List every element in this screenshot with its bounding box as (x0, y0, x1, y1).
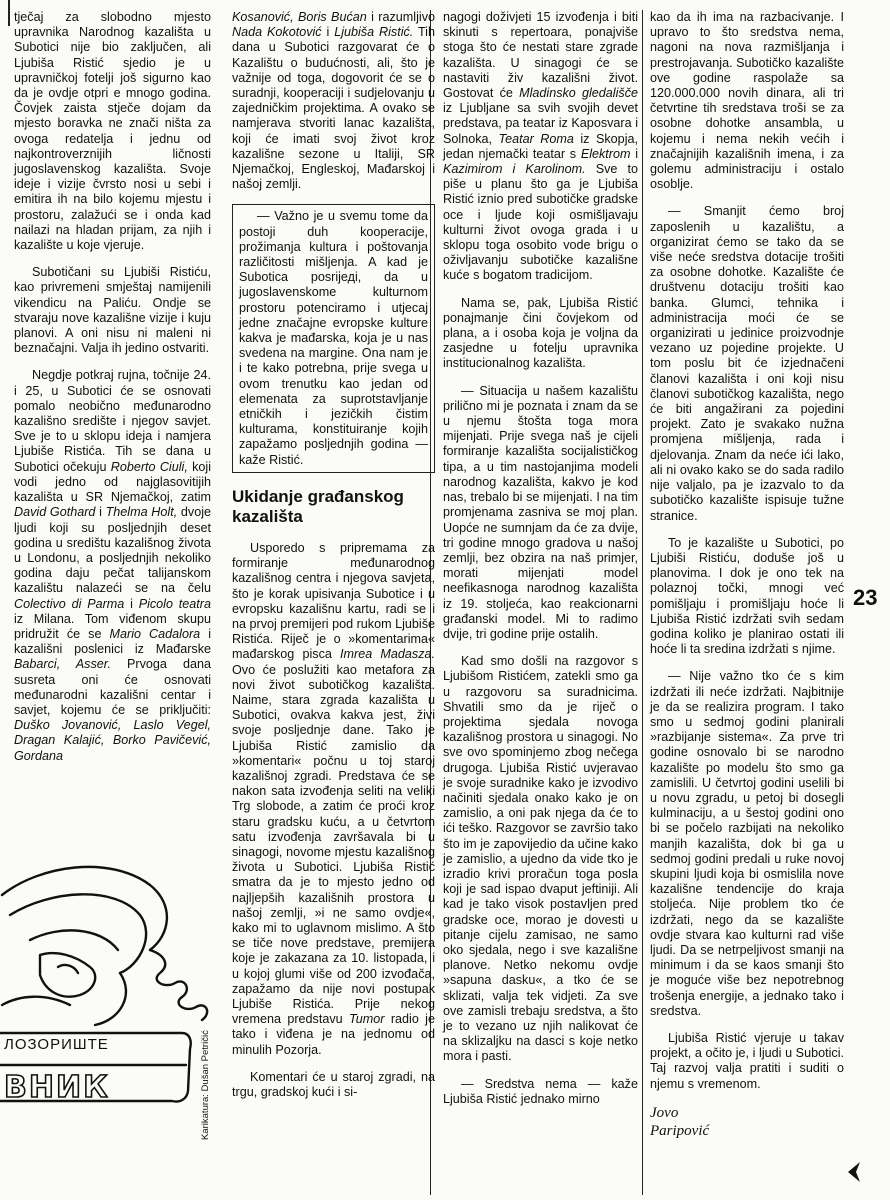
paragraph: — Nije važno tko će s kim izdržati ili neće izdržati. Najbitnije je da se realizira program. I tako smo u sedmoj godini planirali »razbijanje sistema«. Za prve tri godine osnovalo bi se narodno kazalište po modelu što smo ga zamislili. U četvrtoj godini uselili bi u novu zgradu, u petoj bi dosegli kulminaciju, a u šestoj godini ono bi se počelo razbijati na nekoliko manjih kazališta, dok bi ga u sedmoj godini predali u ruke novoj skupini ljudi koja bi osmislila nove kazališne tendencije do kraja stoljeća. Nije problem tko će izdržati, nego da se kazalište ovdje stvara kao kulturni rad više ljudi. Da se netrpeljivost smanji na minimum i da se kaos smanji što je moguće više bez nepotrebnog trošenja energije, a jednako tako i sredstva. (650, 669, 844, 1018)
text-run: dvoje ljudi koji su posljednjih deset godina u središtu kazališnog života u Londonu, a posljednjih nekoliko godina daju pečat talijanskom kazalištu nalazeći se na čelu (14, 505, 212, 596)
author-first-name: Jovo (650, 1104, 679, 1121)
play-title: Kazimirom i Karolinom. (443, 162, 586, 177)
person-name: Roberto Ciuli, (110, 459, 188, 474)
paragraph: Nama se, pak, Ljubiša Ristić ponajmanje čini čovjekom od plana, a i osoba koja je voljna da zasjedne u fotelju upravnika institucionalnog kazališta. (443, 295, 638, 371)
caricature-credit: Karikatura: Dušan Petričić (200, 1030, 211, 1140)
text-run: Usporedo s pripremama za formiranje međunarodnog kazališnog centra i njegova savjeta, što je korak upisivanja Subotice i u evropsku kazališnu kartu, radi se i na prvoj premijeri pod rukom Ljubiše Ristića. Riječ je o »komentarima« mađarskog pisca (232, 540, 435, 662)
paragraph (232, 541, 435, 1058)
theatre-name: Picolo teatra (138, 596, 211, 611)
text-run: i (124, 596, 139, 611)
column-rule (642, 10, 643, 1195)
play-title: Tumor (349, 1012, 385, 1027)
person-name: David Gothard (14, 505, 96, 520)
end-of-article-mark-icon (842, 1160, 866, 1184)
author-signature (650, 1104, 844, 1140)
text-run: Negdje potkraj rujna, točnije 24. i 25, u Subotici će se osnovati pomalo neobično međunarodno kazališno središte i njegov savjet. Sve je to u sklopu ideja i namjera Ljubiše Ristića. Tih se dana u Subotici očekuju (14, 368, 211, 474)
text-run: iz Skopja, jedan njemački teatar s (443, 131, 638, 161)
quote-box (232, 204, 435, 472)
section-headline: Ukidanje građanskog kazališta (232, 486, 404, 526)
text-run: koji vodi jedno od najglasovitijih kazališta u SR Njemačkoj, zatim (14, 459, 211, 505)
person-name: Duško Jovanović, Laslo Vegel, Dragan Kalajić, Borko Pavičević, Gordana (14, 718, 211, 763)
paragraph: Ljubiša Ristić vjeruje u takav projekt, a očito je, i ljudi u Subotici. Taj razvoj valja pratiti i suditi o njemu s vremenom. (650, 1031, 844, 1091)
article-column-3 (443, 10, 638, 1119)
play-title: Elektrom (580, 146, 631, 161)
text-run: i kazališni poslenici iz Mađarske (14, 626, 211, 657)
paragraph (443, 10, 638, 284)
paragraph: — Sredstva nema — kaže Ljubiša Ristić jednako mirno (443, 1076, 638, 1106)
paragraph (232, 10, 435, 192)
paragraph: Komentari će u staroj zgradi, na trgu, gradskoj kući i si- (232, 1069, 435, 1099)
text-run: i (321, 25, 335, 40)
article-column-4 (650, 10, 844, 1140)
paragraph (14, 368, 211, 763)
paragraph: tječaj za slobodno mjesto upravnika Narodnog kazališta u Subotici nije bio zaključen, ali Ljubiša Ristić sjedio je u upravničkoj fotelji još sigurno kao da je ovdje otpri e mnogo godina. Čovjek zaista stječe dojam da mjesto boravka ne znači ništa za ovoga redatelja i jednu od najkontroverznijih ličnosti jugoslavenskog kazališta. Svoje ideje i vizije čvrsto nosi u sebi i emitira ih na bilo kojemu mjestu i prostoru, zalažući se i onda kad nailazi na hladan prijam, za njih i kazalište u koje vjeruje. (14, 10, 211, 253)
paragraph: — Smanjit ćemo broj zaposlenih u kazalištu, a organizirat ćemo se tako da se više neće sredstva dotacije trošiti za osobne dohotke. Kazalište će društvenu dotaciju trošiti kao banka. Glumci, tehnika i administracija moći će se organizirati u jedinice proizvodnje vezano uz pojedine projekte. U tom poslu bit će izjednačeni članovi kazališta i oni koji nisu članovi subotičkog kazališta, nego će biti angažirani za pojedini projekt. Zato je svakako nužna promjena mišljenja, rada i djelovanja. Znam da neće ići lako, ali ni ovako kako se do sada radilo nije valjalo, pa je izazvalo to da subotičko kazalište ispisuje tužne stranice. (650, 204, 844, 523)
text-run: nagogi doživjeti 15 izvođenja i biti skinuti s repertoara, ponajviše stoga što će nestati stare zgrade kazališta. U sinagogi će se nastaviti živ kazališni život. Gostovat će (443, 10, 638, 101)
text-run: i (630, 146, 638, 161)
article-column-2 (232, 10, 435, 1112)
page-number: 23 (853, 585, 878, 610)
caricature-sign-text: ЛОЗОРИШТЕ (4, 1036, 109, 1053)
article-column-1 (14, 10, 211, 776)
column-rule-left (8, 0, 10, 26)
person-name: Kosanović, Boris Bućan (232, 10, 367, 24)
text-run: i razumljivo (366, 10, 435, 24)
paragraph: kao da ih ima na razbacivanje. I upravo to što sredstva nema, nagoni na nova razmišljanja i prestrojavanja. Subotičko kazalište ove godine raspolaže sa 120.000.000 novih dinara, ali tri četvrtine tih sredstava troši se za osobne dohotke ansambla, u kojemu i nema nekih većih i značajnijih kazališnih imena, i za golemu administraciju i ostalo osoblje. (650, 10, 844, 192)
text-run: Ovo će poslužiti kao metafora za novi život subotičkog kazališta. Naime, stara zgrada kazališta u Subotici, ovakva kakva jest, živi svoje posljednje dane. Tako je Ljubiša Ristić zamislio da »komentari« počnu u toj staroj kazališnoj zgradi. Predstava će se nakon sata izvođenja seliti na veliki Trg slobode, a zatim će proći kroz staru gradsku kuću, a u četvrtom satu izvođenja završavala bi u sinagogi, novome mjestu kazališnog života u Subotici. Ljubiša Ristić smatra da je to mjesto jedno od najljepših kazališnih prostora u našoj zemlji, »i ne samo ovdje«, kako mi to uglavnom mislimo. A što se tiče nove predstave, premijera koje je zakazana za 10. listopada, i u kojoj glumi više od 200 izvođača, zapažamo da nije novi postupak Ljubiše Ristića. Prije nekog vremena predstavu (232, 662, 435, 1027)
text-run: Sve to piše u planu što ga je Ljubiša Ristić iznio pred subotičke gradske oce i ljude koji osmišljavaju kulturni život ovoga grada i u sklopu toga osobito vode brigu o oživljavanju subotičke kazališne kuće s bogatom tradicijom. (443, 162, 639, 283)
theatre-name: Teatar Roma (498, 131, 574, 146)
text-run: iz Milana. Tom viđenom skupu pridružit će se (14, 611, 211, 641)
person-name: Babarci, Asser. (14, 657, 111, 672)
person-name: Nada Kokotović (232, 25, 322, 40)
person-name: Imrea Madasza. (340, 647, 435, 662)
author-last-name: Paripović (650, 1122, 710, 1139)
paragraph: — Situacija u našem kazalištu prilično mi je poznata i znam da se u njemu štošta toga mora mijenjati. Prije svega naš je cijeli formiranje kazališta socijalističkog tipa, a u tim nastojanjima modeli narodnog kazališta, kakvo je kod nas, trebalo bi se mijenjati. I na tim promjenama zasniva se moj plan. Uopće ne sumnjam da će za dvije, tri godine mnogo gradova u našoj zemlji, bez obzira na naš primjer, morati mijenjati model neefikasnoga narodnog kazališta iz 19. stoljeća, kao reakcionarni građanski model. Mi to radimo dvije, tri godine prije ostalih. (443, 383, 638, 641)
theatre-name: Mladinsko gledališče (519, 86, 638, 101)
text-run: Prvoga dana susreta oni će osnovati međunarodni kazališni centar i savjet, kojemu će se priključiti: (14, 657, 211, 717)
paragraph: Subotičani su Ljubiši Ristiću, kao privremeni smještaj namijenili vikendicu na Paliću. Ondje se stvaraju nove kazališne vizije i kuju planovi. A oni nisu ni maleni ni beznačajni. Valja ih jedino ostvariti. (14, 265, 211, 356)
quote-text: — Važno je u svemu tome da postoji duh kooperacije, prožimanja kultura i poštovanja različitosti mišljenja. A kad je Subotica posriједi, da u jugoslavenskome kulturnom prostoru potenciramo i utjecaj jedne značajne evropske kulture kakva je mađarska, koja je u nas svedena na margine. Ona nam je i te kako potrebna, prije svega u ovom trenutku kao jedan od elemenata za suprotstavljanje etničkih i jezičkih čistim kulturama, konstituiranje kojih zapažamo posljednjih godina — kaže Ristić. (239, 209, 428, 467)
text-run: Tih dana u Subotici razgovarat će o Kazalištu o budućnosti, ali, što je važnije od toga, dogovorit će se o suradnji, kooperaciji i sudjelovanju u zajedničkim projektima. A ovako se namjerava stvoriti lanac kazališta, koji će imati svoj život kroz kazališne sezone u Italiji, SR Njemačkoj, Engleskoj, Mađarskoj i našoj zemlji. (232, 25, 435, 192)
text-run: i (95, 505, 106, 520)
person-name: Mario Cadalora (109, 626, 201, 641)
person-name: Thelma Holt, (105, 505, 178, 520)
paragraph: Kad smo došli na razgovor s Ljubišom Ristićem, zatekli smo ga u razgovoru sa suradnicima. Shvatili smo da je riječ o projektima sjedala novoga kazališnog prostora u sinagogi. No sve ovo spominjemo zbog nečega drugoga. Ljubiša Ristić uvjeravao je svoje suradnike kako je izvodivo načiniti sjedala onako kako je on zamislio, a oni pak njega da će to ići teško. Razgovor se završio tako što im je zapovijedio da učine kako je zamislio, a ujedno da vide tko je izradio krivi proračun toga posla koji je sad ispao dvaput jeftiniji. Ali kad je tako visok postavljen pred gradske oce, morao je dovesti u pitanje cijelu zamisao, ne samo oko sjedala, nego i sve kazališne planove. Netko nekomu ovdje »sapuna dasku«, a tko će se sklizati, valja tek vidjeti. Za sve ove zamisli trebaju sredstva, a što je to vezano uz njih nalikovat će na sklizaljku na dasci s koje netko mora i pasti. (443, 654, 638, 1064)
theatre-name: Colectivo di Parma (14, 596, 125, 611)
text-run: iz Ljubljane sa svih svojih devet predstava, pa teatar iz Kaposvara i Solnoka, (443, 101, 638, 146)
paragraph: To je kazalište u Subotici, po Ljubiši Ristiću, doduše još u planovima. I dok je ono tek na polaznoj točki, mnogi već pomišljaju i promišljaju hoće li Ljubiša Ristić izdržati svih sedam godina koliko je planirao ostati ili hoće li ta sredina izdržati s njime. (650, 535, 844, 657)
person-name: Ljubiša Ristić. (334, 25, 414, 40)
text-run: radio je tako i viđena je na jednomu od minulih Pozorja. (232, 1012, 435, 1057)
caricature-sign-text: ВНИК (4, 1070, 110, 1105)
